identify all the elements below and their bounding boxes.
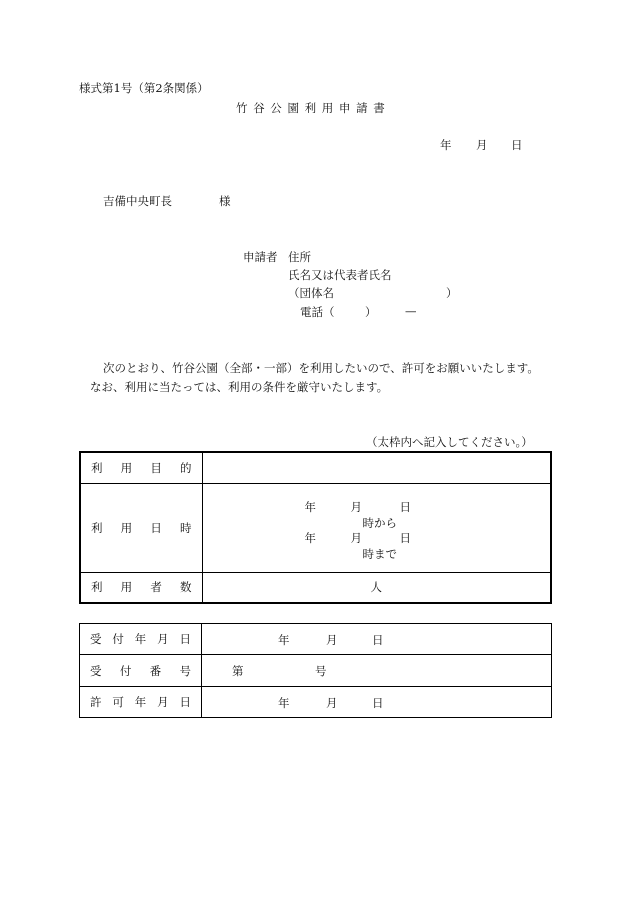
count-unit: 人 [370,580,382,595]
applicant-phone-open: 電話（ [300,305,335,319]
application-table [79,451,552,604]
permit-day: 日 [372,696,384,710]
applicant-group-close: ） [446,286,458,300]
applicant-name-label: 氏名又は代表者氏名 [288,268,392,282]
applicant-address-label: 住所 [288,250,311,264]
table-row [80,572,551,603]
table-row [80,655,552,687]
applicant-phone-close: ） [365,305,377,319]
purpose-label: 利用目的 [80,452,202,483]
datetime-from: 時から [362,515,397,530]
datetime-day2: 日 [399,530,411,545]
table-row [80,483,551,572]
permit-date-label: 許可年月日 [80,687,202,718]
received-date-field[interactable] [202,624,552,655]
received-year: 年 [278,633,290,647]
applicant-group-open: （団体名 [288,286,334,300]
datetime-field[interactable] [202,483,551,572]
form-number: 様式第1号（第2条関係） [79,81,209,95]
received-month: 月 [326,633,338,647]
purpose-field[interactable] [202,452,551,483]
body-text-line1: 次のとおり、竹谷公園（全部・一部）を利用したいので、許可をお願いいたします。 [103,361,539,375]
receipt-number-suffix: 号 [315,664,327,678]
received-day: 日 [372,633,384,647]
page-title: 竹 谷 公 園 利 用 申 請 書 [236,101,386,115]
permit-date-field[interactable] [202,687,552,718]
count-field[interactable] [202,572,551,603]
table-row [80,452,551,483]
datetime-day1: 日 [399,499,411,514]
received-date-label: 受付年月日 [80,624,202,655]
recipient-name: 吉備中央町長 [103,194,172,208]
applicant-phone-dash: — [405,304,417,318]
datetime-to: 時まで [362,546,397,561]
datetime-label: 利用日時 [80,483,202,572]
permit-month: 月 [326,696,338,710]
permit-year: 年 [278,696,290,710]
receipt-number-label: 受付番号 [80,655,202,687]
office-use-table [79,623,552,718]
datetime-month2: 月 [350,530,362,545]
date-year: 年 [440,138,452,152]
fill-in-note: （太枠内へ記入してください。） [366,435,533,449]
receipt-number-field[interactable] [202,655,552,687]
table-row [80,624,552,655]
date-day: 日 [511,138,523,152]
datetime-year1: 年 [304,499,316,514]
receipt-number-prefix: 第 [232,664,244,678]
datetime-year2: 年 [304,530,316,545]
applicant-label: 申請者 [243,250,278,264]
datetime-month1: 月 [350,499,362,514]
body-text-line2: なお、利用に当たっては、利用の条件を厳守いたします。 [90,380,389,394]
recipient-honorific: 様 [219,194,231,208]
table-row [80,687,552,718]
count-label: 利用者数 [80,572,202,603]
date-month: 月 [476,138,488,152]
